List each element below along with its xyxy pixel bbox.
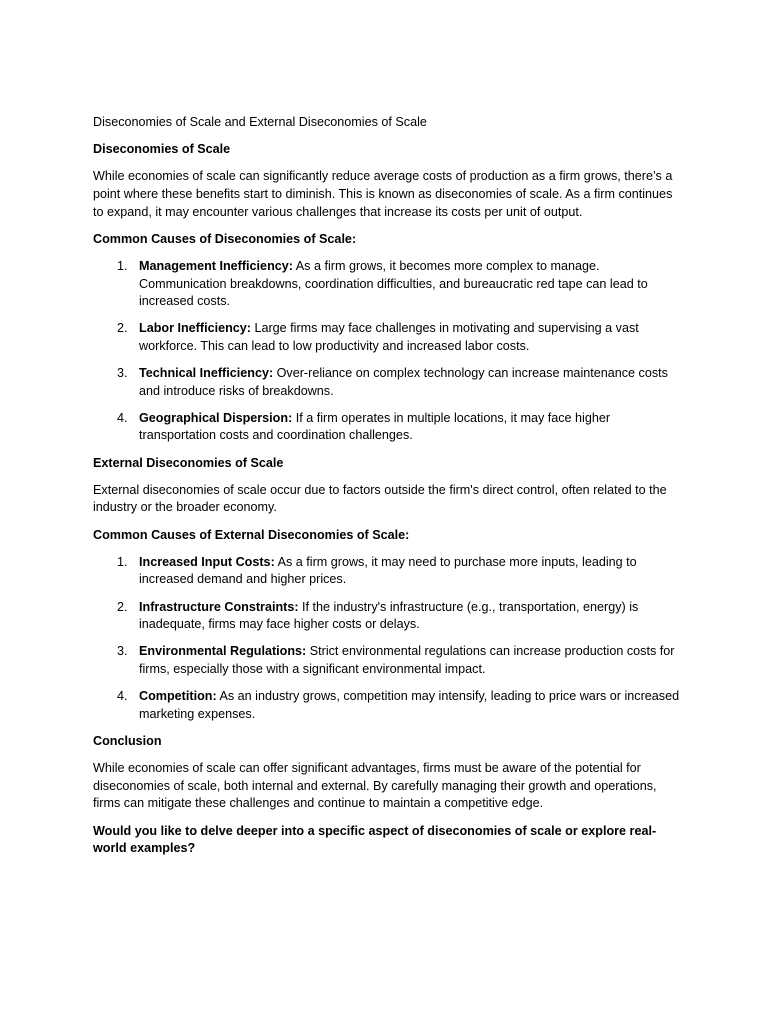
list-item-number: 2. [117, 321, 128, 336]
section-heading-diseconomies: Diseconomies of Scale [93, 142, 231, 157]
list-item-number: 3. [117, 366, 128, 381]
list-item-text: If the industry's infrastructure (e.g., transportation, energy) is inadequate, firms may face higher costs or delays. [139, 599, 639, 632]
causes-heading-external: Common Causes of External Diseconomies of Scale: [93, 527, 410, 542]
list-item-text: As a firm grows, it becomes more complex to manage. Communication breakdowns, coordination difficulties, and bureaucratic red tape can lead to increased costs. [139, 258, 648, 309]
conclusion-heading: Conclusion [93, 733, 162, 748]
list-item-term: Labor Inefficiency: [139, 321, 251, 336]
causes-list-diseconomies [93, 258, 683, 445]
causes-list-external [93, 554, 683, 724]
list-item-number: 1. [117, 258, 128, 273]
list-item-text: As an industry grows, competition may intensify, leading to price wars or increased marketing expenses. [139, 689, 680, 721]
list-item [93, 599, 683, 634]
list-item-number: 4. [117, 410, 128, 425]
list-item [93, 643, 683, 678]
list-item-number: 1. [117, 554, 128, 569]
list-item-term: Environmental Regulations: [139, 644, 307, 659]
list-item-term: Technical Inefficiency: [139, 366, 274, 381]
list-item-term: Competition: [139, 689, 217, 704]
list-item [93, 365, 683, 400]
causes-heading-diseconomies: Common Causes of Diseconomies of Scale: [93, 231, 357, 246]
list-item-term: Increased Input Costs: [139, 554, 275, 569]
list-item-text: Large firms may face challenges in motivating and supervising a vast workforce. This can lead to low productivity and increased labor costs. [139, 321, 639, 353]
list-item [93, 688, 683, 723]
section-intro-diseconomies: While economies of scale can significantly reduce average costs of production as a firm grows, there’s a point where these benefits start to diminish. This is known as diseconomies of scale. As a firm continues to expand, it may encounter various challenges that increase its costs per unit of output. [93, 169, 673, 219]
list-item-term: Geographical Dispersion: [139, 410, 293, 425]
list-item-text: Strict environmental regulations can increase production costs for firms, especially those with a significant environmental impact. [139, 644, 675, 676]
document-title: Diseconomies of Scale and External Diseconomies of Scale [93, 115, 427, 129]
list-item-term: Management Inefficiency: [139, 258, 293, 273]
list-item-text: Over-reliance on complex technology can increase maintenance costs and introduce risks of breakdowns. [139, 366, 668, 398]
section-intro-external: External diseconomies of scale occur due to factors outside the firm's direct control, often related to the industry or the broader economy. [93, 482, 667, 515]
list-item [93, 410, 683, 445]
list-item-number: 2. [117, 599, 128, 614]
list-item-text: If a firm operates in multiple locations, it may face higher transportation costs and coordination challenges. [139, 410, 611, 443]
document-page [93, 114, 683, 867]
list-item [93, 320, 683, 355]
closing-question: Would you like to delve deeper into a specific aspect of diseconomies of scale or explore real-world examples? [93, 823, 657, 856]
conclusion-text: While economies of scale can offer significant advantages, firms must be aware of the potential for diseconomies of scale, both internal and external. By carefully managing their growth and operations, firms can mitigate these challenges and continue to maintain a competitive edge. [93, 761, 657, 811]
list-item-number: 4. [117, 689, 128, 704]
list-item-text: As a firm grows, it may need to purchase more inputs, leading to increased demand and higher prices. [139, 554, 637, 587]
list-item [93, 258, 683, 311]
list-item-number: 3. [117, 644, 128, 659]
list-item [93, 554, 683, 589]
list-item-term: Infrastructure Constraints: [139, 599, 299, 614]
section-heading-external: External Diseconomies of Scale [93, 455, 284, 470]
